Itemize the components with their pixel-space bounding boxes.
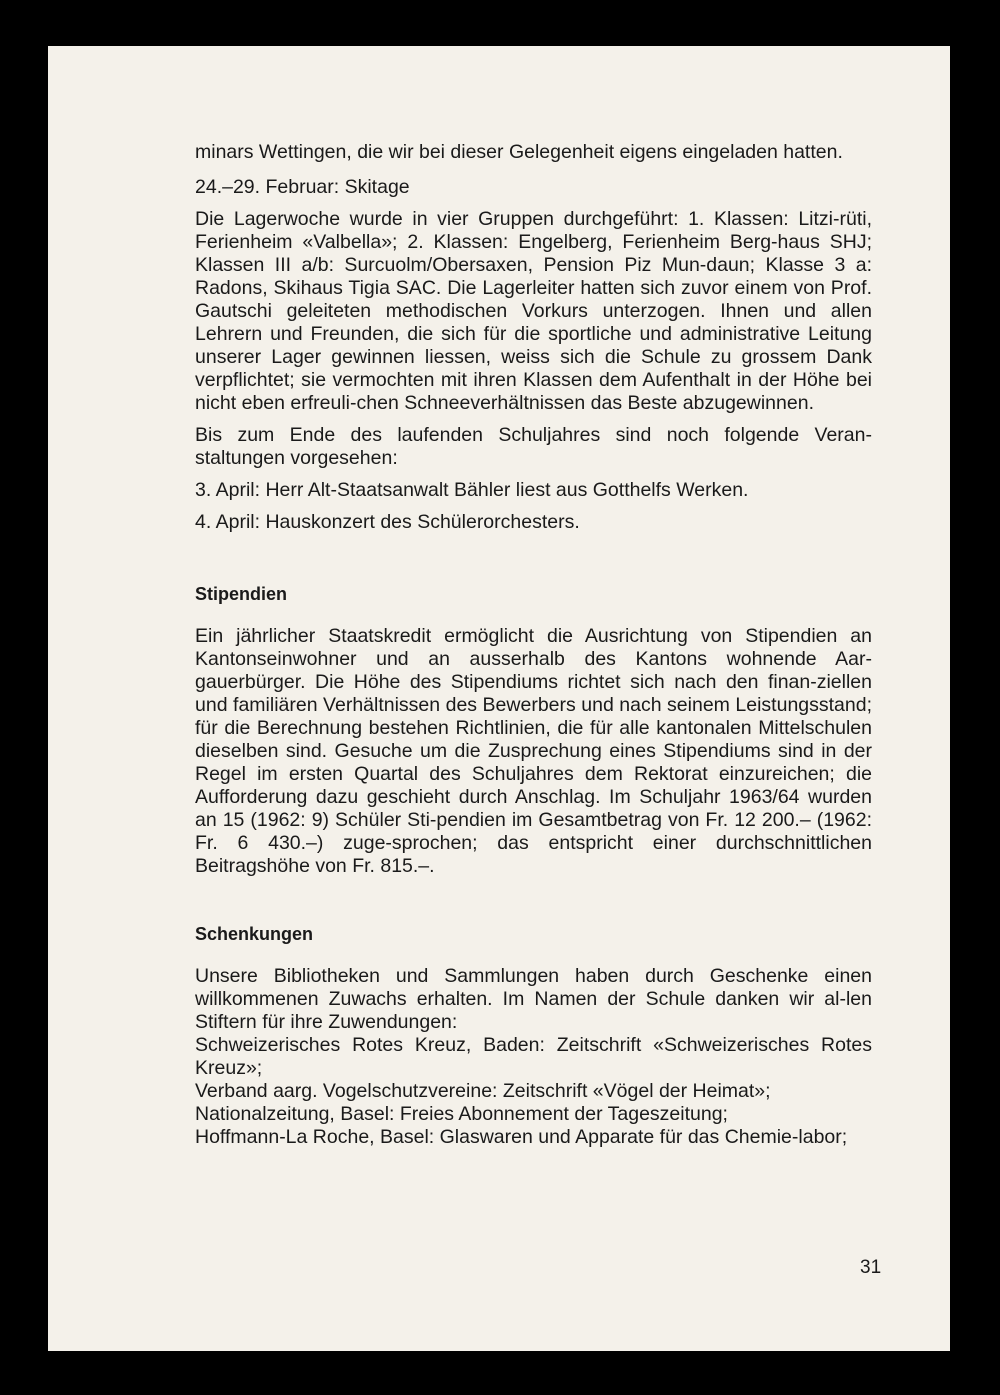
page-number: 31: [860, 1257, 882, 1278]
event-item-2: 4. April: Hauskonzert des Schülerorchesters.: [195, 511, 580, 533]
gift-item-1: Schweizerisches Rotes Kreuz, Baden: Zeitschrift «Schweizerisches Rotes Kreuz»;: [195, 1034, 872, 1079]
event-item-1: 3. April: Herr Alt-Staatsanwalt Bähler liest aus Gotthelfs Werken.: [195, 479, 749, 501]
skitage-line: 24.–29. Februar: Skitage: [195, 176, 410, 198]
veranstaltungen-paragraph: Bis zum Ende des laufenden Schuljahres sind noch folgende Veran-staltungen vorgesehen:: [195, 424, 872, 469]
schenkungen-paragraph: Unsere Bibliotheken und Sammlungen haben durch Geschenke einen willkommenen Zuwachs erhalten. Im Namen der Schule danken wir al-len Stiftern für ihre Zuwendungen:: [195, 965, 872, 1033]
gift-item-2: Verband aarg. Vogelschutzvereine: Zeitschrift «Vögel der Heimat»;: [195, 1080, 771, 1102]
stipendien-paragraph: Ein jährlicher Staatskredit ermöglicht die Ausrichtung von Stipendien an Kantonseinwohner und an ausserhalb des Kantons wohnende Aar-gauerbürger. Die Höhe des Stipendiums richtet sich nach den finan-ziellen und familiären Verhältnissen des Bewerbers und nach seinem Leistungsstand; für die Berechnung bestehen Richtlinien, die für alle kantonalen Mittelschulen dieselben sind. Gesuche um die Zusprechung eines Stipendiums sind in der Regel im ersten Quartal des Schuljahres dem Rektorat einzureichen; die Aufforderung dazu geschieht durch Anschlag. Im Schuljahr 1963/64 wurden an 15 (1962: 9) Schüler Sti-pendien im Gesamtbetrag von Fr. 12 200.– (1962: Fr. 6 430.–) zuge-sprochen; das entspricht einer durchschnittlichen Beitragshöhe von Fr. 815.–.: [195, 625, 872, 877]
page-body: [195, 141, 872, 1149]
heading-stipendien: Stipendien: [195, 584, 288, 604]
gift-item-4: Hoffmann-La Roche, Basel: Glaswaren und Apparate für das Chemie-labor;: [195, 1126, 848, 1148]
heading-schenkungen: Schenkungen: [195, 924, 314, 944]
lager-paragraph: Die Lagerwoche wurde in vier Gruppen durchgeführt: 1. Klassen: Litzi-rüti, Ferienheim «Valbella»; 2. Klassen: Engelberg, Ferienheim Berg-haus SHJ; Klassen III a/b: Surcuolm/Obersaxen, Pension Piz Mun-daun; Klasse 3 a: Radons, Skihaus Tigia SAC. Die Lagerleiter hatten sich zuvor einem von Prof. Gautschi geleiteten methodischen Vorkurs unterzogen. Ihnen und allen Lehrern und Freunden, die sich für die sportliche und administrative Leitung unserer Lager gewinnen liessen, weiss sich die Schule zu grossem Dank verpflichtet; sie vermochten mit ihren Klassen dem Aufenthalt in der Höhe bei nicht eben erfreuli-chen Schneeverhältnissen das Beste abzugewinnen.: [195, 208, 872, 414]
intro-paragraph: minars Wettingen, die wir bei dieser Gelegenheit eigens eingeladen hatten.: [195, 141, 843, 163]
document-page: [48, 46, 950, 1351]
gift-item-3: Nationalzeitung, Basel: Freies Abonnement der Tageszeitung;: [195, 1103, 728, 1125]
